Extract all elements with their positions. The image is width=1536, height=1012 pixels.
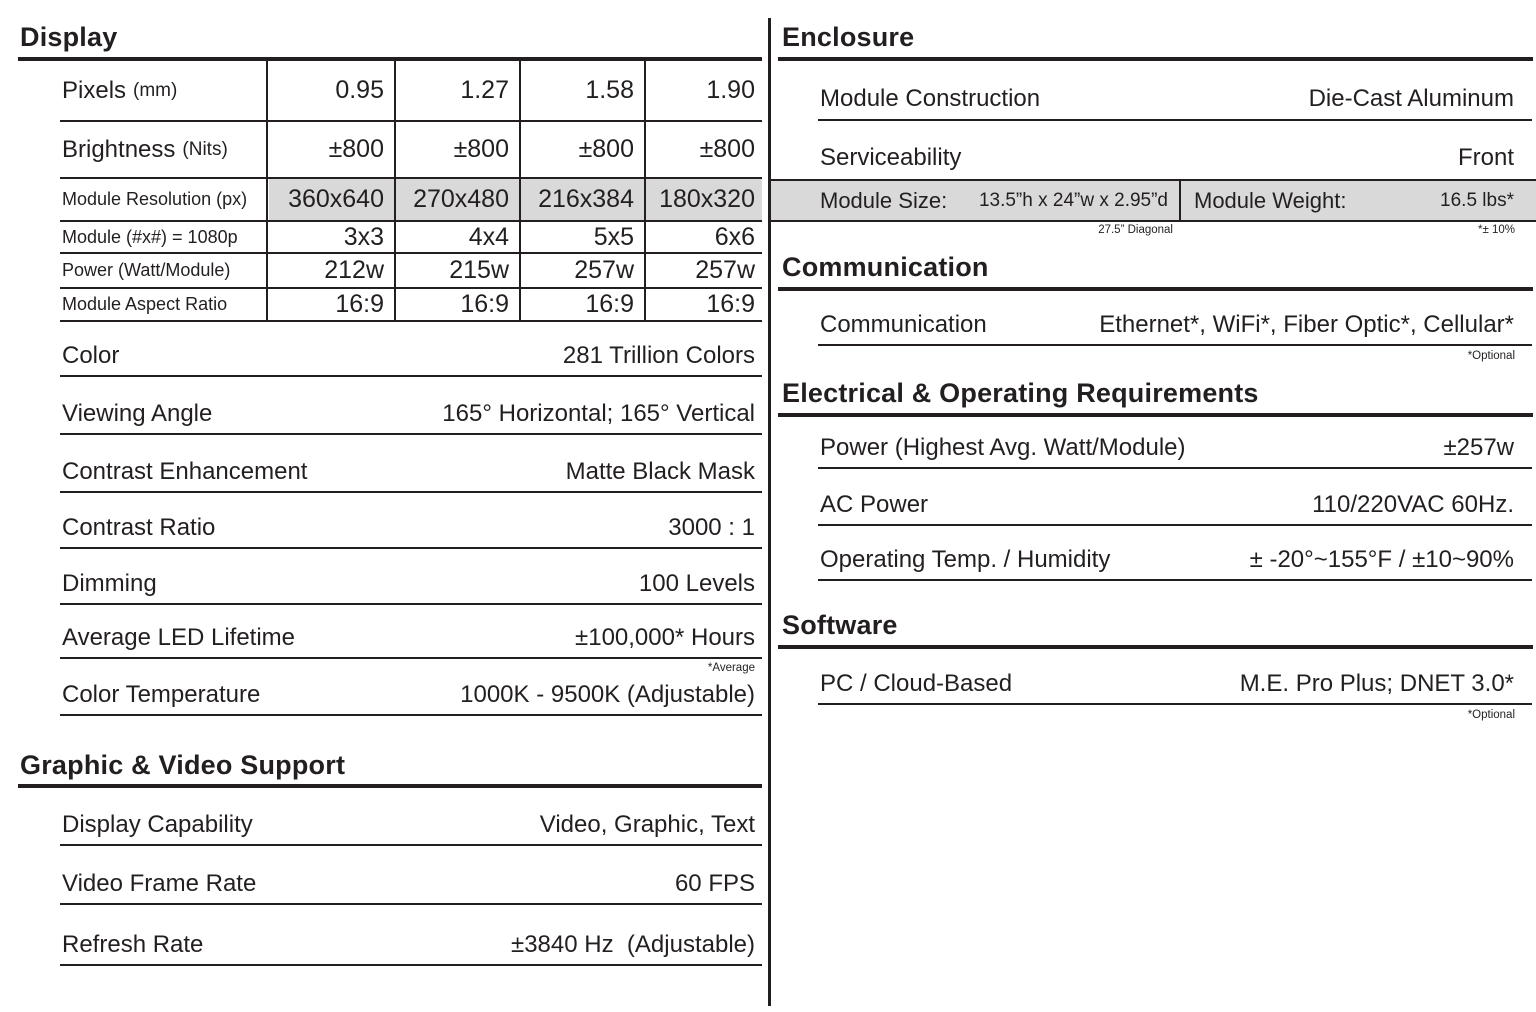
table-row-label-power: Power (Watt/Module) [62, 260, 231, 280]
table-row-label-aspect-ratio: Module Aspect Ratio [62, 294, 228, 314]
table-column-line [519, 57, 521, 322]
table-cell: 216x384 [538, 185, 634, 213]
enclosure-section-rule [778, 57, 1533, 61]
spec-value: Die-Cast Aluminum [1308, 85, 1514, 112]
table-cell: 5x5 [593, 222, 634, 251]
graphic-video-section-rule [18, 784, 762, 788]
spec-value: ±3840 Hz (Adjustable) [511, 930, 755, 958]
table-cell: 4x4 [468, 222, 509, 251]
enclosure-section-title: Enclosure [782, 22, 915, 52]
communication-section-rule [778, 287, 1533, 291]
note-diagonal: 27.5” Diagonal [1098, 224, 1173, 236]
spec-label: Module Construction [820, 85, 1041, 112]
spec-row-color-temperature [60, 675, 762, 716]
graphic-video-section-title: Graphic & Video Support [20, 750, 346, 780]
table-cell: ±800 [453, 135, 509, 163]
table-cell: 360x640 [288, 185, 384, 213]
spec-row-module-construction [818, 79, 1532, 121]
spec-label: Serviceability [820, 144, 962, 171]
spec-label: Contrast Ratio [62, 513, 216, 541]
table-cell: 257w [695, 256, 755, 284]
table-cell: 1.27 [460, 76, 509, 104]
spec-label: Operating Temp. / Humidity [820, 546, 1111, 573]
note-average: *Average [707, 662, 755, 674]
table-column-line [394, 57, 396, 322]
note-optional-software: *Optional [1467, 709, 1515, 721]
spec-label: Color [62, 341, 120, 369]
spec-label: Color Temperature [62, 680, 261, 708]
spec-row-viewing-angle [60, 394, 762, 435]
spec-value: Front [1457, 144, 1514, 171]
spec-value: 110/220VAC 60Hz. [1312, 491, 1514, 518]
spec-value: 281 Trillion Colors [562, 341, 755, 369]
table-column-line [644, 57, 646, 322]
table-cell: 212w [324, 256, 384, 284]
spec-row-pc-cloud-based [818, 664, 1532, 705]
module-weight-value: 16.5 lbs* [1440, 189, 1514, 211]
note-optional-communication: *Optional [1467, 350, 1515, 362]
table-cell: 16:9 [460, 290, 509, 318]
table-column-line [266, 57, 268, 322]
table-cell: ±800 [328, 135, 384, 163]
spec-row-color [60, 336, 762, 377]
table-cell: 0.95 [335, 76, 384, 104]
table-line [60, 320, 762, 322]
note-weight-tolerance: *± 10% [1478, 224, 1515, 236]
table-cell: 215w [449, 256, 509, 284]
spec-label: Refresh Rate [62, 930, 204, 958]
spec-row-display-capability [60, 805, 762, 846]
spec-value: Matte Black Mask [565, 457, 755, 485]
spec-row-operating-temp-humidity [818, 541, 1532, 581]
spec-label: Display Capability [62, 810, 253, 838]
table-cell: ±800 [578, 135, 634, 163]
table-cell: 257w [574, 256, 634, 284]
spec-value: 165° Horizontal; 165° Vertical [442, 399, 755, 427]
spec-label: Communication [820, 310, 987, 338]
spec-value: 100 Levels [638, 569, 755, 597]
spec-value: Ethernet*, WiFi*, Fiber Optic*, Cellular* [1099, 310, 1514, 338]
table-row-label-module-count: Module (#x#) = 1080p [62, 226, 238, 247]
spec-value: ± -20°~155°F / ±10~90% [1249, 546, 1514, 573]
spec-row-contrast-ratio [60, 508, 762, 549]
spec-value: Video, Graphic, Text [539, 810, 755, 838]
spec-value: ±100,000* Hours [575, 623, 755, 651]
spec-row-contrast-enhancement [60, 452, 762, 493]
spec-row-ac-power [818, 486, 1532, 526]
spec-row-refresh-rate [60, 925, 762, 966]
module-weight-label: Module Weight: [1194, 187, 1347, 213]
electrical-section-title: Electrical & Operating Requirements [782, 378, 1259, 408]
table-cell: 16:9 [335, 290, 384, 318]
table-cell: 6x6 [714, 222, 755, 251]
table-cell: ±800 [699, 135, 755, 163]
spec-label: Power (Highest Avg. Watt/Module) [820, 434, 1186, 461]
table-cell: 1.90 [706, 76, 755, 104]
module-size-weight-band [771, 179, 1536, 222]
spec-value: 1000K - 9500K (Adjustable) [460, 680, 755, 708]
table-cell: 3x3 [343, 222, 384, 251]
table-cell: 16:9 [706, 290, 755, 318]
table-row-label-brightness: Brightness (Nits) [62, 135, 228, 163]
spec-label: Viewing Angle [62, 399, 213, 427]
column-divider [768, 18, 771, 1006]
table-cell: 270x480 [413, 185, 509, 213]
electrical-section-rule [778, 413, 1533, 417]
spec-label: Contrast Enhancement [62, 457, 308, 485]
spec-row-dimming [60, 564, 762, 605]
table-row-label-pixels: Pixels (mm) [62, 76, 178, 104]
communication-section-title: Communication [782, 252, 989, 282]
module-size-label: Module Size: [820, 187, 948, 213]
spec-row-serviceability [818, 137, 1532, 179]
spec-value: M.E. Pro Plus; DNET 3.0* [1239, 669, 1514, 697]
spec-row-video-frame-rate [60, 864, 762, 905]
table-row-label-module-resolution: Module Resolution (px) [62, 189, 248, 209]
spec-label: AC Power [820, 491, 929, 518]
band-divider-line [1179, 179, 1181, 222]
spec-label: PC / Cloud-Based [820, 669, 1013, 697]
spec-label: Average LED Lifetime [62, 623, 296, 651]
display-section-title: Display [20, 22, 118, 52]
spec-value: ±257w [1443, 434, 1514, 461]
spec-row-highest-power [818, 429, 1532, 469]
spec-label: Video Frame Rate [62, 869, 257, 897]
software-section-rule [778, 645, 1533, 649]
spec-value: 60 FPS [674, 869, 755, 897]
table-cell: 1.58 [585, 76, 634, 104]
software-section-title: Software [782, 610, 898, 640]
module-size-value: 13.5”h x 24”w x 2.95”d [978, 189, 1168, 211]
spec-row-led-lifetime [60, 618, 762, 659]
spec-label: Dimming [62, 569, 157, 597]
spec-row-communication [818, 305, 1532, 346]
table-cell: 180x320 [659, 185, 755, 213]
spec-value: 3000 : 1 [668, 513, 755, 541]
table-cell: 16:9 [585, 290, 634, 318]
